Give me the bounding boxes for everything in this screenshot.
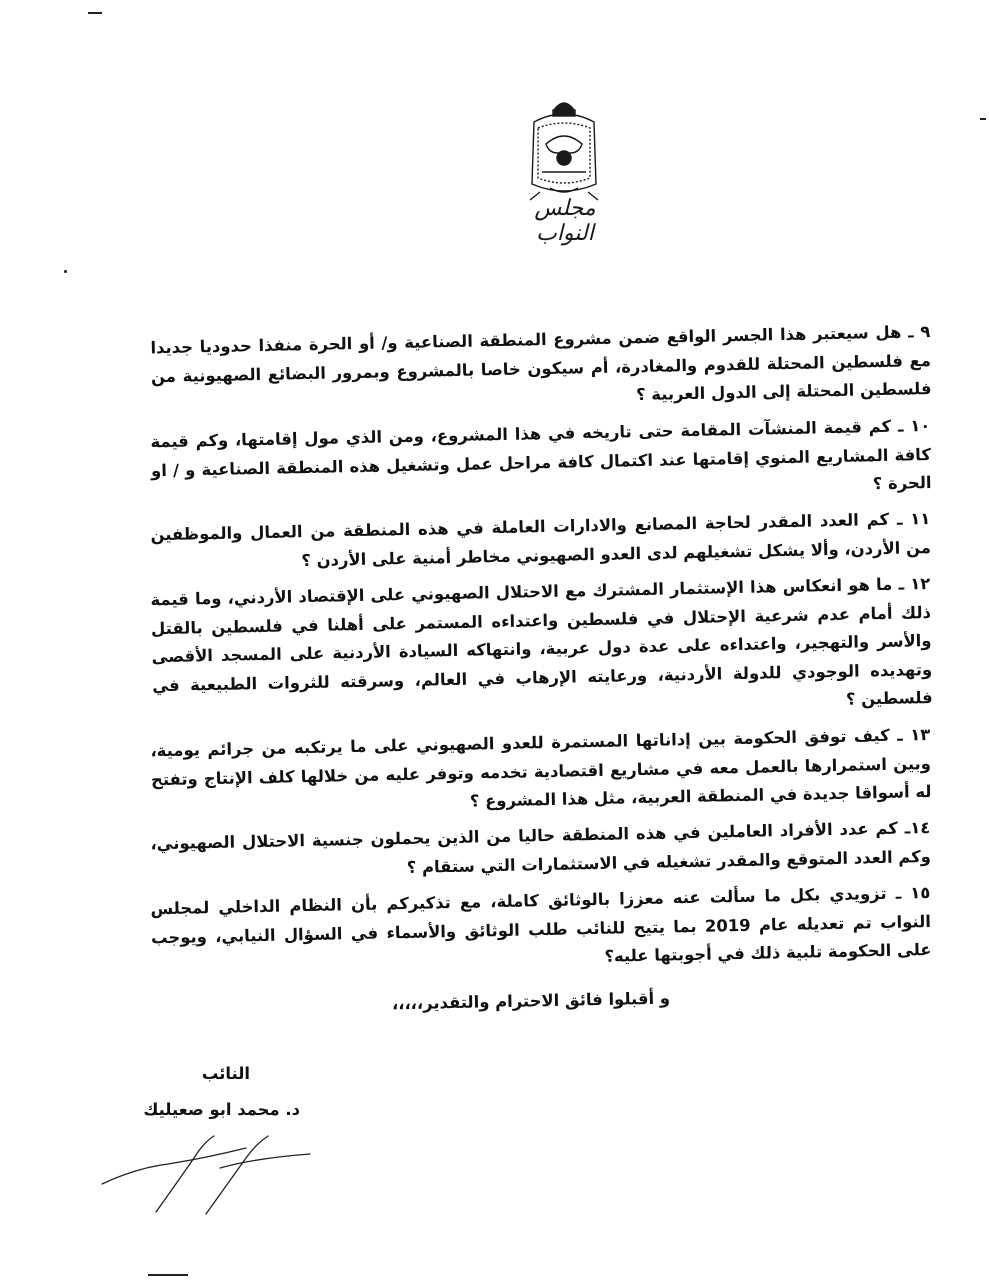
handwritten-signature-icon <box>96 1128 316 1218</box>
question-14: ١٤ـ كم عدد الأفراد العاملين في هذه المنطقة حاليا من الذين يحملون جنسية الاحتلال الصهيوني، وكم العدد المتوقع والمقدر تشغيله في الاستثمارات التي ستقام ؟ <box>150 817 932 877</box>
question-10: ١٠ ـ كم قيمة المنشآت المقامة حتى تاريخه في هذا المشروع، ومن الذي مول إقامتها، وكم قيمة كافة المشاريع المنوي إقامتها عند اكتمال كافة مراحل عمل وتشغيل هذه المنطقة الصناعية و / او الحرة ؟ <box>150 415 932 493</box>
institution-name: مجلس النواب <box>534 196 596 246</box>
question-9: ٩ ـ هل سيعتبر هذا الجسر الواقع ضمن مشروع المنطقة الصناعية و/ أو الحرة منفذا حدوديا جديدا مع فلسطين المحتلة للقدوم والمغادرة، أم سيكون خاصا بالمشروع وبمرور البضائع الصهيونية من فلسطين المحتلة إلى الدول العربية ؟ <box>150 321 932 405</box>
question-11: ١١ ـ كم العدد المقدر لحاجة المصانع والادارات العاملة في هذه المنطقة من العمال والموظفين من الأردن، وألا يشكل تشغيلهم لدى العدو الصهيوني مخاطر أمنية على الأردن ؟ <box>150 508 932 570</box>
signatory-title: النائب <box>201 1064 250 1083</box>
scan-artifact-dot <box>64 270 67 273</box>
closing-salutation: و أقبلوا فائق الاحترام والتقدير،،،،، <box>391 988 671 1014</box>
scan-artifact-top <box>88 12 102 14</box>
question-12: ١٢ ـ ما هو انعكاس هذا الإستثمار المشترك مع الاحتلال الصهيوني على الإقتصاد الأردني، وما قيمة ذلك أمام عدم شرعية الإحتلال في فلسطين واعتداءه المستمر على أهلنا في فلسطين بالقتل والأسر والتهجير، واعتداءه على عدة دول عربية، وانتهاكه السيادة الأردنية على المسجد الأقصى وتهديده الوجودي للدولة الأردنية، ورعايته الإرهاب في العالم، وسرقته للثروات الطبيعية في فلسطين ؟ <box>150 573 933 709</box>
scan-artifact-bottom <box>148 1274 188 1276</box>
questions-list <box>150 318 933 973</box>
scan-artifact-edge <box>980 118 986 120</box>
question-13: ١٣ ـ كيف توفق الحكومة بين إداناتها المستمرة للعدو الصهيوني على ما يرتكبه من جرائم يومية، وبين استمرارها بالعمل معه في مشاريع اقتصادية تخدمه وتوفر عليه من خلالها كلف الإنتاج وتفتح له أسواقا جديدة في المنطقة العربية، مثل هذا المشروع ؟ <box>150 724 932 811</box>
signatory-name: د. محمد ابو صعيليك <box>143 1100 300 1119</box>
question-15: ١٥ ـ تزويدي بكل ما سألت عنه معززا بالوثائق كاملة، مع تذكيركم بأن النظام الداخلي لمجلس النواب تم تعديله عام 2019 بما يتيح للنائب طلب الوثائق والأسماء في السؤال النيابي، ويوجب على الحكومة تلبية ذلك في أجوبتها عليه؟ <box>150 882 932 966</box>
jordan-coat-of-arms-icon <box>520 92 608 204</box>
